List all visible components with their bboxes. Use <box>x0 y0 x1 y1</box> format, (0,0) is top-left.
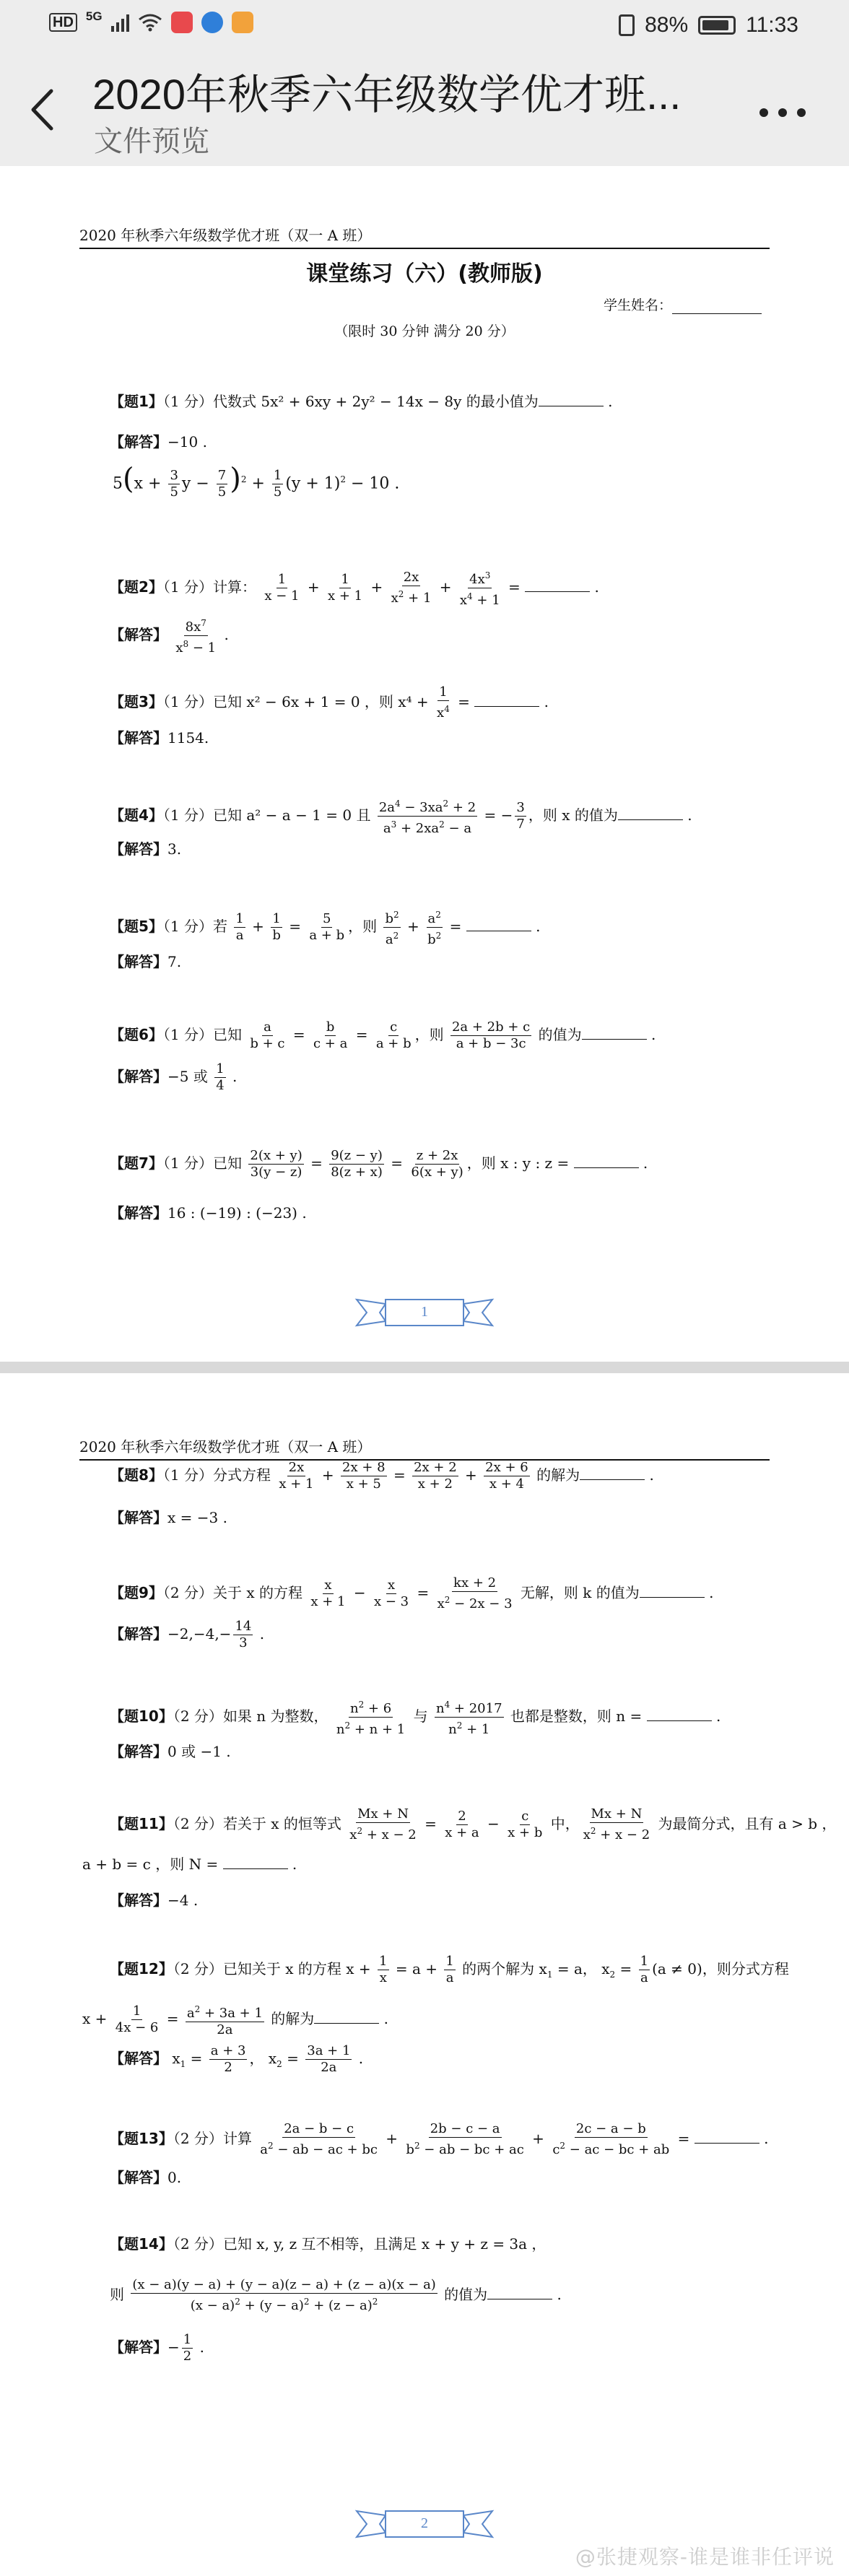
page-number-ribbon <box>354 1292 495 1333</box>
answer-blank <box>695 2131 759 2144</box>
answer-text: 0 或 −1 . <box>167 1743 231 1760</box>
answer-label: 【解答】 <box>110 1743 167 1760</box>
question-14 <box>110 2234 546 2254</box>
document-subtitle: 文件预览 <box>94 126 209 157</box>
answer-11 <box>110 1890 198 1910</box>
question-text: 已知 a² − a − 1 = 0 且 <box>213 806 371 824</box>
answer-label: 【解答】 <box>110 2050 167 2067</box>
answer-blank <box>574 1155 639 1168</box>
question-8: 【题8】（1 分）分式方程 $\frac{2x}{x + 1}$ + $\frac{2x + 8}{x + 5}$ = $\frac{2x + 2}{x + 2}$ + $\frac{2x + 6}{x + 4}$ 的解为 . <box>110 1460 654 1492</box>
question-14-cont: 则 $\frac{(x - a)(y - a) + (y - a)(z - a) + (z - a)(x - a)}{(x - a)^2 + (y - a)^2 + (z - a)^2}$ 的值为 . <box>110 2277 562 2313</box>
answer-3 <box>110 728 209 748</box>
question-text: 若 <box>213 918 228 935</box>
question-text: 代数式 5x² + 6xy + 2y² − 14x − 8y 的最小值为 <box>213 393 539 410</box>
answer-14: 【解答】− $\frac{1}{2}$ . <box>110 2332 204 2364</box>
app-notification-icon <box>232 12 253 33</box>
question-points: （1 分） <box>162 1154 214 1172</box>
question-text: 已知 x² − 6x + 1 = 0 ，则 x⁴ + <box>213 693 429 710</box>
document-page-1[interactable] <box>0 166 849 1362</box>
student-name-field <box>604 295 762 314</box>
question-text: 如果 n 为整数， <box>222 1707 328 1725</box>
answer-7 <box>110 1203 307 1223</box>
running-header: 2020 年秋季六年级数学优才班（双一 A 班） <box>79 1435 770 1461</box>
question-points: （1 分） <box>162 578 214 596</box>
wifi-icon <box>138 13 162 32</box>
question-text: 已知 <box>213 1026 243 1043</box>
question-text: 已知 x, y, z 互不相等，且满足 x + y + z = 3a ， <box>222 2235 547 2253</box>
question-4: 【题4】（1 分）已知 a² − a − 1 = 0 且 $\frac{2a^4 - 3xa^2 + 2}{a^3 + 2xa^2 - a}$ = − $\frac{3}{7}$ ，则 x 的值为 . <box>110 796 692 837</box>
answer-1-derivation: 5(x + $\frac{3}{5}$ y − $\frac{7}{5}$ )$^2$ + $\frac{1}{5}$ $(y + 1)^2 - 10$ . <box>113 462 400 500</box>
answer-blank <box>525 579 590 592</box>
answer-blank <box>618 807 683 820</box>
question-points: （2 分） <box>173 1960 223 1977</box>
page-separator <box>0 1362 849 1373</box>
question-points: （1 分） <box>162 393 214 410</box>
answer-text: x = −3 . <box>167 1509 227 1526</box>
answer-label: 【解答】 <box>110 2338 167 2356</box>
answer-label: 【解答】 <box>110 1509 167 1526</box>
answer-text: 3. <box>167 840 182 858</box>
battery-percent: 88% <box>645 13 689 37</box>
question-text: 计算： <box>213 578 257 596</box>
answer-blank <box>640 1585 705 1598</box>
question-tag: 【题4】 <box>110 806 163 824</box>
answer-10 <box>110 1741 231 1762</box>
question-points: （1 分） <box>162 693 214 710</box>
page-number: 1 <box>421 1304 428 1320</box>
answer-blank <box>223 1856 288 1869</box>
answer-label: 【解答】 <box>110 1204 167 1222</box>
page-number: 2 <box>421 2515 428 2531</box>
dot-icon <box>778 108 787 117</box>
question-text: 关于 x 的方程 <box>213 1584 303 1601</box>
question-text: 若关于 x 的恒等式 <box>222 1815 341 1832</box>
question-tag: 【题2】 <box>110 578 163 596</box>
answer-12: 【解答】 $x_1$ = $\frac{a + 3}{2}$ ， $x_2$ = $\frac{3a + 1}{2a}$ . <box>110 2043 364 2075</box>
page-number-ribbon <box>354 2504 495 2544</box>
question-13: 【题13】（2 分）计算 $\frac{2a - b - c}{a^2 - ab - ac + bc}$ + $\frac{2b - c - a}{b^2 - ab - bc + ac}$ + $\frac{2c - a - b}{c^2 - ac - bc + ab}$ = . <box>110 2121 769 2157</box>
dot-icon <box>797 108 806 117</box>
app-notification-icon <box>171 12 193 33</box>
answer-blank <box>466 918 531 931</box>
question-tag: 【题12】 <box>110 1960 173 1977</box>
answer-5 <box>110 952 181 972</box>
question-10: 【题10】（2 分）如果 n 为整数， $\frac{n^2 + 6}{n^2 + n + 1}$ 与 $\frac{n^4 + 2017}{n^2 + 1}$ 也都是整数，则 n = . <box>110 1697 720 1738</box>
question-tag: 【题7】 <box>110 1154 163 1172</box>
answer-text: 1154. <box>167 729 209 747</box>
answer-label: 【解答】 <box>110 1625 167 1642</box>
answer-text: 0. <box>167 2169 182 2186</box>
question-9: 【题9】（2 分）关于 x 的方程 $\frac{x}{x + 1}$ − $\frac{x}{x - 3}$ = $\frac{kx + 2}{x^2 - 2x - 3}$ 无解，则 k 的值为 . <box>110 1575 714 1611</box>
answer-label: 【解答】 <box>110 433 167 451</box>
question-points: （2 分） <box>173 1815 223 1832</box>
hd-indicator: HD <box>49 13 77 32</box>
battery-icon <box>698 16 736 35</box>
chevron-left-icon <box>30 88 54 131</box>
question-points: （1 分） <box>162 1026 214 1043</box>
answer-blank <box>314 2011 379 2024</box>
page-title: 课堂练习（六）(教师版) <box>306 261 543 287</box>
question-points: （1 分） <box>162 918 214 935</box>
answer-text: 16 : (−19) : (−23) . <box>167 1204 307 1222</box>
question-tag: 【题6】 <box>110 1026 163 1043</box>
answer-blank <box>474 694 539 707</box>
question-tag: 【题5】 <box>110 918 163 935</box>
question-tag: 【题14】 <box>110 2235 173 2253</box>
answer-label: 【解答】 <box>110 1068 167 1085</box>
more-options-button[interactable] <box>759 98 806 127</box>
answer-1 <box>110 432 207 452</box>
network-type: 5G <box>85 9 103 23</box>
time-note: （限时 30 分钟 满分 20 分） <box>334 323 515 339</box>
app-notification-icon <box>201 12 223 33</box>
answer-text: −5 或 <box>167 1068 208 1085</box>
answer-6: 【解答】−5 或 $\frac{1}{4}$ . <box>110 1061 238 1093</box>
question-tag: 【题8】 <box>110 1466 163 1484</box>
question-1: 【题1】（1 分）代数式 5x² + 6xy + 2y² − 14x − 8y 的最小值为 . <box>110 393 613 410</box>
answer-blank <box>582 1027 647 1040</box>
answer-text: −4 . <box>167 1892 199 1909</box>
question-text: 分式方程 <box>213 1466 271 1484</box>
answer-2: 【解答】 $\frac{8x^7}{x^8 - 1}$ . <box>110 615 229 656</box>
question-tag: 【题10】 <box>110 1707 173 1725</box>
answer-blank <box>487 2286 552 2299</box>
question-2: 【题2】（1 分）计算： $\frac{1}{x - 1}$ + $\frac{1}{x + 1}$ + $\frac{2x}{x^2 + 1}$ + $\frac{4x^3}{x^4 + 1}$ = . <box>110 567 599 609</box>
status-right <box>619 13 798 38</box>
document-page-2[interactable] <box>0 1373 849 2576</box>
dot-icon <box>759 108 768 117</box>
question-3: 【题3】（1 分）已知 x² − 6x + 1 = 0 ，则 x⁴ + $\frac{1}{x^4}$ = . <box>110 684 549 721</box>
question-tag: 【题3】 <box>110 693 163 710</box>
running-header: 2020 年秋季六年级数学优才班（双一 A 班） <box>79 224 770 249</box>
status-bar <box>0 0 849 52</box>
answer-label: 【解答】 <box>110 1892 167 1909</box>
question-tag: 【题9】 <box>110 1584 163 1601</box>
answer-8 <box>110 1507 227 1528</box>
question-11-cont: a + b = c ，则 N = . <box>82 1855 297 1873</box>
clock: 11:33 <box>746 13 798 37</box>
question-12-cont: x + $\frac{1}{4x - 6}$ = $\frac{a^2 + 3a + 1}{2a}$ 的解为 . <box>82 2001 388 2038</box>
signal-icon <box>111 13 129 32</box>
vibrate-icon <box>619 14 635 36</box>
answer-blank <box>647 1708 712 1721</box>
document-title: 2020年秋季六年级数学优才班... <box>92 71 682 118</box>
student-name-label: 学生姓名： <box>604 297 673 313</box>
question-points: （1 分） <box>162 806 214 824</box>
status-left <box>49 9 253 33</box>
question-7: 【题7】（1 分）已知 $\frac{2(x + y)}{3(y - z)}$ = $\frac{9(z - y)}{8(z + x)}$ = $\frac{z + 2x}{6(x + y)}$ ，则 x : y : z = . <box>110 1148 648 1180</box>
title-bar <box>0 52 849 166</box>
question-12: 【题12】（2 分）已知关于 x 的方程 x + $\frac{1}{x}$ = a + $\frac{1}{a}$ 的两个解为 $x_1 = a$， $x_2$ = $\frac{1}{a}$ (a ≠ 0)，则分式方程 <box>110 1954 789 1985</box>
question-6: 【题6】（1 分）已知 $\frac{a}{b + c}$ = $\frac{b}{c + a}$ = $\frac{c}{a + b}$ ，则 $\frac{2a + 2b + c}{a + b - 3c}$ 的值为 . <box>110 1019 656 1051</box>
answer-blank <box>539 393 604 406</box>
question-points: （1 分） <box>162 1466 214 1484</box>
answer-9: 【解答】−2,−4,− $\frac{14}{3}$ . <box>110 1619 265 1650</box>
answer-blank <box>672 301 762 314</box>
answer-label: 【解答】 <box>110 953 167 970</box>
answer-label: 【解答】 <box>110 840 167 858</box>
answer-text: −2,−4,− <box>167 1625 232 1642</box>
question-tag: 【题13】 <box>110 2130 173 2147</box>
watermark: @张捷观察-谁是谁非任评说 <box>575 2545 835 2569</box>
question-tag: 【题11】 <box>110 1815 173 1832</box>
answer-13 <box>110 2167 181 2188</box>
question-points: （2 分） <box>162 1584 214 1601</box>
question-points: （2 分） <box>173 1707 223 1725</box>
question-points: （2 分） <box>173 2130 223 2147</box>
answer-label: 【解答】 <box>110 626 167 643</box>
question-5: 【题5】（1 分）若 $\frac{1}{a}$ + $\frac{1}{b}$ = $\frac{5}{a + b}$ ，则 $\frac{b^2}{a^2}$ + $\frac{a^2}{b^2}$ = . <box>110 907 541 948</box>
answer-text: − <box>167 2338 180 2356</box>
answer-label: 【解答】 <box>110 2169 167 2186</box>
answer-text: 7. <box>167 953 182 970</box>
question-11: 【题11】（2 分）若关于 x 的恒等式 $\frac{Mx + N}{x^2 + x - 2}$ = $\frac{2}{x + a}$ − $\frac{c}{x + b}$ 中， $\frac{Mx + N}{x^2 + x - 2}$ 为最简分式，且有 a > b ， <box>110 1806 837 1842</box>
answer-blank <box>580 1467 645 1480</box>
question-text: 已知 <box>213 1154 243 1172</box>
answer-label: 【解答】 <box>110 729 167 747</box>
answer-4 <box>110 839 181 859</box>
question-text: 计算 <box>222 2130 252 2147</box>
question-text: 已知关于 x 的方程 x + <box>222 1960 371 1977</box>
question-points: （2 分） <box>173 2235 223 2253</box>
answer-text: −10 . <box>167 433 207 451</box>
back-button[interactable] <box>20 81 64 139</box>
question-tag: 【题1】 <box>110 393 163 410</box>
